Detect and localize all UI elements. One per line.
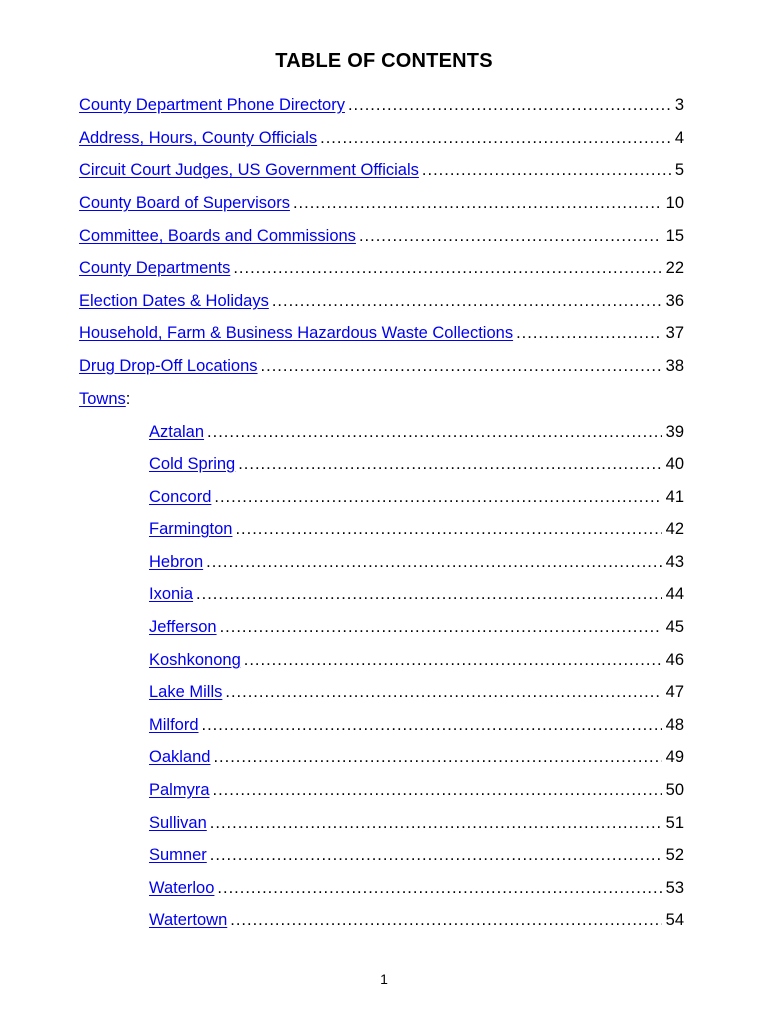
toc-entry-committees: [79, 217, 684, 247]
dot-leader: [238, 453, 661, 475]
toc-link-town[interactable]: Jefferson: [149, 618, 217, 636]
toc-page-number: 37: [665, 324, 684, 342]
dot-leader: [213, 779, 662, 801]
toc-town-farmington: [149, 510, 684, 540]
toc-town-oakland: [149, 738, 684, 768]
toc-town-jefferson: [149, 608, 684, 638]
toc-link-drug-drop-off[interactable]: Drug Drop-Off Locations: [79, 357, 258, 375]
toc-page-number: 50: [665, 781, 684, 799]
toc-link-town[interactable]: Hebron: [149, 553, 204, 571]
toc-town-concord: [149, 478, 684, 508]
toc-town-palmyra: [149, 771, 684, 801]
toc-page-number: 39: [665, 423, 684, 441]
toc-page-number: 52: [665, 846, 684, 864]
dot-leader: [261, 355, 662, 377]
dot-leader: [217, 877, 661, 899]
toc-town-sullivan: [149, 804, 684, 834]
toc-town-aztalan: [149, 413, 684, 443]
toc-entry-election-dates: [79, 282, 684, 312]
dot-leader: [359, 225, 662, 247]
toc-page-number: 45: [665, 618, 684, 636]
toc-town-lake-mills: [149, 673, 684, 703]
toc-page-number: 53: [665, 879, 684, 897]
toc-page-number: 51: [665, 814, 684, 832]
dot-leader: [516, 322, 662, 344]
toc-page-number: 41: [665, 488, 684, 506]
page-number-footer: 1: [380, 971, 388, 987]
toc-entry-county-departments: [79, 249, 684, 279]
toc-link-town[interactable]: Ixonia: [149, 585, 194, 603]
toc-page-number: 44: [665, 585, 684, 603]
toc-link-town[interactable]: Farmington: [149, 520, 233, 538]
toc-link-town[interactable]: Concord: [149, 488, 212, 506]
toc-page-number: 47: [665, 683, 684, 701]
dot-leader: [422, 159, 671, 181]
toc-link-hazardous-waste[interactable]: Household, Farm & Business Hazardous Waste Collections: [79, 324, 514, 342]
toc-town-waterloo: [149, 869, 684, 899]
toc-link-committees[interactable]: Committee, Boards and Commissions: [79, 227, 356, 245]
dot-leader: [202, 714, 662, 736]
toc-town-milford: [149, 706, 684, 736]
toc-link-county-departments[interactable]: County Departments: [79, 259, 231, 277]
toc-town-hebron: [149, 543, 684, 573]
toc-entry-phone-directory: [79, 86, 684, 116]
dot-leader: [207, 421, 662, 443]
dot-leader: [272, 290, 662, 312]
dot-leader: [233, 257, 661, 279]
towns-colon: :: [125, 390, 131, 408]
toc-page-number: 54: [665, 911, 684, 929]
dot-leader: [214, 486, 661, 508]
toc-entry-drug-drop-off: [79, 347, 684, 377]
dot-leader: [230, 909, 661, 931]
toc-entry-circuit-court: [79, 151, 684, 181]
toc-link-circuit-court[interactable]: Circuit Court Judges, US Government Officials: [79, 161, 419, 179]
toc-town-ixonia: [149, 575, 684, 605]
toc-link-town[interactable]: Waterloo: [149, 879, 215, 897]
toc-page-number: 36: [665, 292, 684, 310]
toc-link-town[interactable]: Oakland: [149, 748, 211, 766]
toc-link-town[interactable]: Sullivan: [149, 814, 207, 832]
toc-link-address-hours[interactable]: Address, Hours, County Officials: [79, 129, 318, 147]
dot-leader: [210, 812, 662, 834]
page-title: TABLE OF CONTENTS: [275, 50, 493, 72]
toc-page-number: 40: [665, 455, 684, 473]
toc-link-town[interactable]: Milford: [149, 716, 199, 734]
toc-town-cold-spring: [149, 445, 684, 475]
dot-leader: [235, 518, 661, 540]
toc-page-number: 22: [665, 259, 684, 277]
toc-link-phone-directory[interactable]: County Department Phone Directory: [79, 96, 345, 114]
toc-town-watertown: [149, 901, 684, 931]
dot-leader: [206, 551, 662, 573]
toc-page-number: 46: [665, 651, 684, 669]
toc-link-town[interactable]: Palmyra: [149, 781, 210, 799]
toc-link-board-of-supervisors[interactable]: County Board of Supervisors: [79, 194, 290, 212]
dot-leader: [244, 649, 662, 671]
toc-link-election-dates[interactable]: Election Dates & Holidays: [79, 292, 269, 310]
toc-link-town[interactable]: Aztalan: [149, 423, 205, 441]
dot-leader: [293, 192, 662, 214]
toc-page-number: 48: [665, 716, 684, 734]
toc-page-number: 5: [674, 161, 684, 179]
toc-page-number: 10: [665, 194, 684, 212]
toc-page-number: 42: [665, 520, 684, 538]
dot-leader: [220, 616, 662, 638]
toc-page-number: 4: [674, 129, 684, 147]
toc-page-number: 49: [665, 748, 684, 766]
toc-town-koshkonong: [149, 641, 684, 671]
dot-leader: [213, 746, 661, 768]
toc-page-number: 38: [665, 357, 684, 375]
toc-entry-board-of-supervisors: [79, 184, 684, 214]
dot-leader: [348, 94, 671, 116]
toc-town-sumner: [149, 836, 684, 866]
dot-leader: [225, 681, 661, 703]
toc-link-town[interactable]: Watertown: [149, 911, 228, 929]
toc-page-number: 15: [665, 227, 684, 245]
toc-towns-heading: [79, 380, 684, 410]
toc-link-town[interactable]: Koshkonong: [149, 651, 241, 669]
toc-entry-address-hours: [79, 119, 684, 149]
toc-page-number: 3: [674, 96, 684, 114]
toc-link-town[interactable]: Sumner: [149, 846, 207, 864]
dot-leader: [210, 844, 662, 866]
toc-entry-hazardous-waste: [79, 314, 684, 344]
toc-link-town[interactable]: Lake Mills: [149, 683, 223, 701]
toc-link-towns[interactable]: Towns: [79, 390, 126, 408]
toc-page-number: 43: [665, 553, 684, 571]
dot-leader: [196, 583, 662, 605]
dot-leader: [320, 127, 671, 149]
toc-link-town[interactable]: Cold Spring: [149, 455, 236, 473]
